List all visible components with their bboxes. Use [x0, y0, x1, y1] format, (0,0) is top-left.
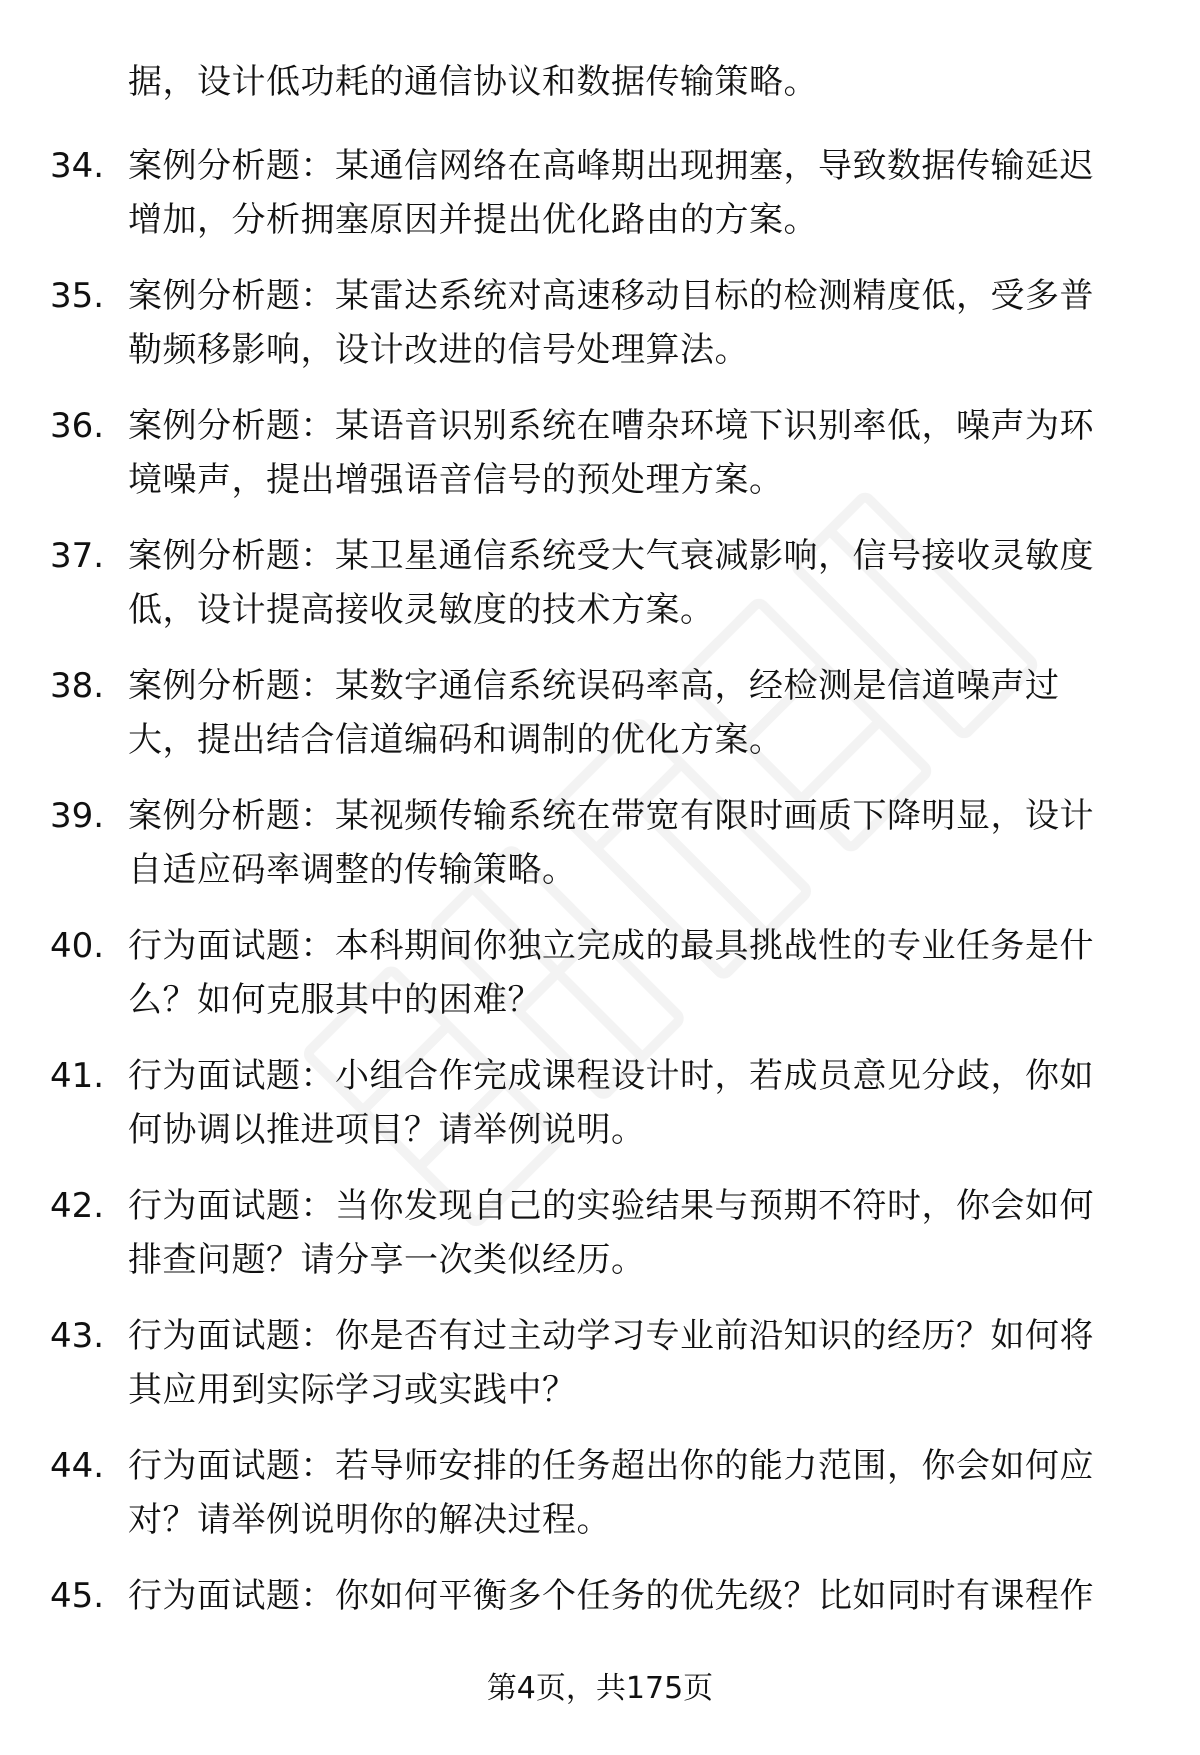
page-footer: 第4页，共175页 — [486, 1671, 714, 1706]
item-text-line: 案例分析题：某雷达系统对高速移动目标的检测精度低，受多普 — [128, 276, 1094, 316]
item-text-line: 行为面试题：你是否有过主动学习专业前沿知识的经历？如何将 — [128, 1316, 1094, 1356]
item-text-line: 大，提出结合信道编码和调制的优化方案。 — [128, 720, 784, 760]
list-item — [50, 1309, 1150, 1439]
item-text-line: 案例分析题：某通信网络在高峰期出现拥塞，导致数据传输延迟 — [128, 146, 1094, 186]
item-number: 41. — [50, 1056, 105, 1096]
item-text — [128, 1439, 1138, 1547]
item-text — [128, 1569, 1138, 1623]
item-text-line: 行为面试题：当你发现自己的实验结果与预期不符时，你会如何 — [128, 1186, 1094, 1226]
item-text-line: 行为面试题：你如何平衡多个任务的优先级？比如同时有课程作 — [128, 1576, 1094, 1616]
item-number: 34. — [50, 146, 105, 186]
item-text-line: 么？如何克服其中的困难？ — [128, 980, 542, 1020]
item-text-line: 案例分析题：某视频传输系统在带宽有限时画质下降明显，设计 — [128, 796, 1094, 836]
item-number: 43. — [50, 1316, 105, 1356]
item-number: 36. — [50, 406, 105, 446]
list-item — [50, 789, 1150, 919]
item-text-line: 行为面试题：小组合作完成课程设计时，若成员意见分歧，你如 — [128, 1056, 1094, 1096]
item-number: 45. — [50, 1576, 105, 1616]
list-item — [50, 1439, 1150, 1569]
item-number: 38. — [50, 666, 105, 706]
list-item — [50, 919, 1150, 1049]
item-number: 40. — [50, 926, 105, 966]
item-text-line: 案例分析题：某数字通信系统误码率高，经检测是信道噪声过 — [128, 666, 1060, 706]
list-item — [50, 399, 1150, 529]
list-item — [50, 269, 1150, 399]
item-text — [128, 659, 1138, 767]
item-text — [128, 919, 1138, 1027]
question-list — [50, 139, 1150, 1699]
item-text-line: 对？请举例说明你的解决过程。 — [128, 1500, 611, 1540]
item-text — [128, 139, 1138, 247]
continuation-line: 据，设计低功耗的通信协议和数据传输策略。 — [128, 62, 818, 102]
item-text — [128, 529, 1138, 637]
item-text — [128, 1309, 1138, 1417]
list-item — [50, 139, 1150, 269]
item-text-line: 何协调以推进项目？请举例说明。 — [128, 1110, 646, 1150]
list-item — [50, 1179, 1150, 1309]
item-text-line: 排查问题？请分享一次类似经历。 — [128, 1240, 646, 1280]
item-text-line: 低，设计提高接收灵敏度的技术方案。 — [128, 590, 715, 630]
item-number: 39. — [50, 796, 105, 836]
item-text-line: 行为面试题：若导师安排的任务超出你的能力范围，你会如何应 — [128, 1446, 1094, 1486]
item-text — [128, 1049, 1138, 1157]
list-item — [50, 1049, 1150, 1179]
item-text-line: 行为面试题：本科期间你独立完成的最具挑战性的专业任务是什 — [128, 926, 1094, 966]
item-text — [128, 269, 1138, 377]
item-number: 44. — [50, 1446, 105, 1486]
item-text-line: 自适应码率调整的传输策略。 — [128, 850, 577, 890]
item-text — [128, 1179, 1138, 1287]
item-number: 35. — [50, 276, 105, 316]
item-text-line: 案例分析题：某卫星通信系统受大气衰减影响，信号接收灵敏度 — [128, 536, 1094, 576]
item-number: 42. — [50, 1186, 105, 1226]
item-text — [128, 399, 1138, 507]
item-text-line: 案例分析题：某语音识别系统在嘈杂环境下识别率低，噪声为环 — [128, 406, 1094, 446]
item-text-line: 其应用到实际学习或实践中？ — [128, 1370, 577, 1410]
item-text-line: 勒频移影响，设计改进的信号处理算法。 — [128, 330, 749, 370]
item-text-line: 增加，分析拥塞原因并提出优化路由的方案。 — [128, 200, 818, 240]
list-item — [50, 659, 1150, 789]
item-text-line: 境噪声，提出增强语音信号的预处理方案。 — [128, 460, 784, 500]
item-text — [128, 789, 1138, 897]
item-number: 37. — [50, 536, 105, 576]
list-item — [50, 529, 1150, 659]
